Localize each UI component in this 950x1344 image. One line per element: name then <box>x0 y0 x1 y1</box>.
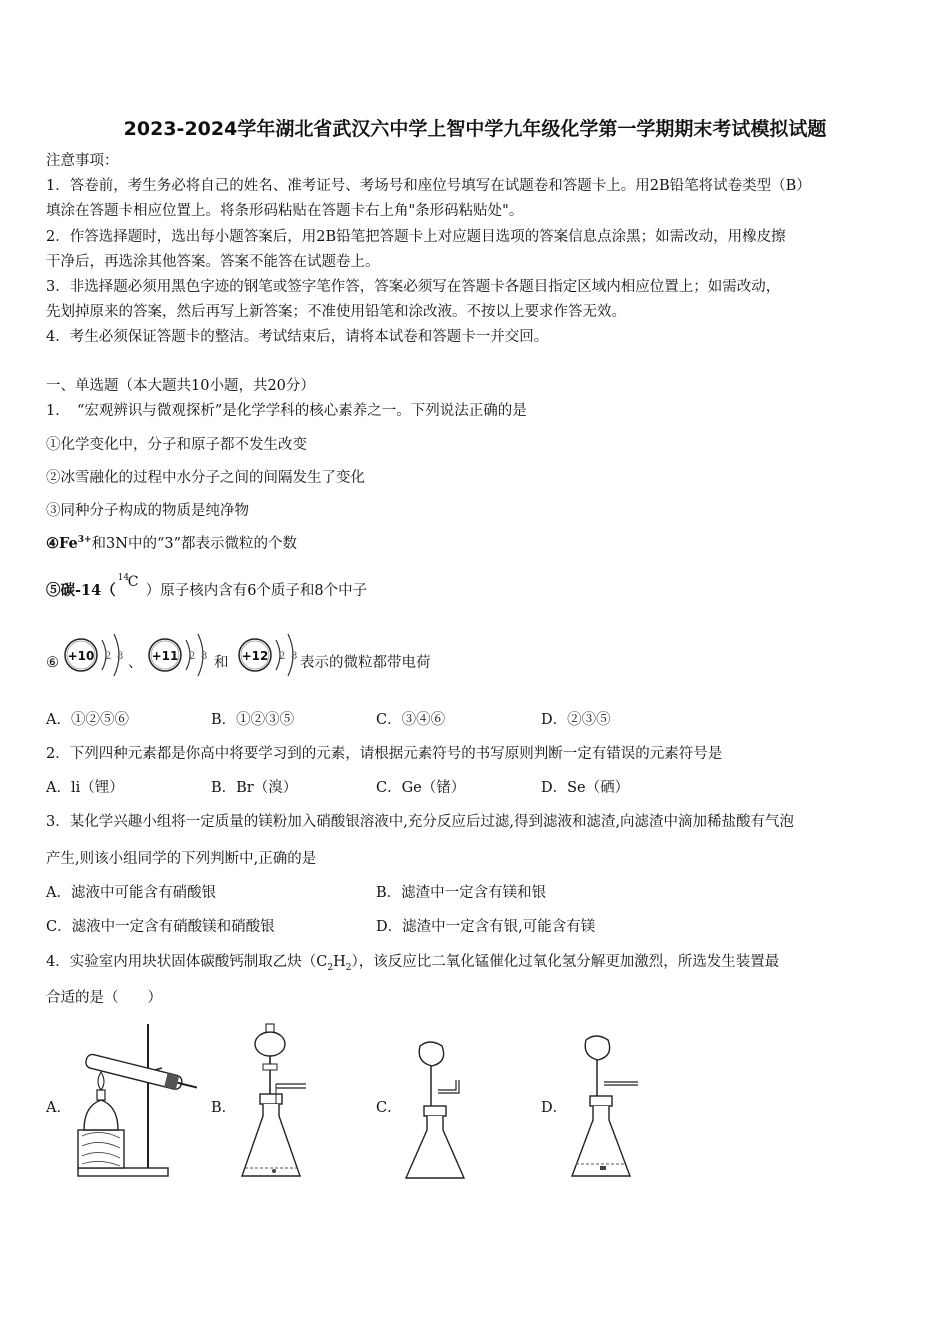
q4-option-a[interactable]: A． <box>46 1100 71 1116</box>
notice-heading: 注意事项： <box>46 153 119 169</box>
c14-mass-number: 14 <box>117 573 130 583</box>
q1-s6-sep-2: 和 <box>214 655 229 671</box>
q1-s6-sep-1: 、 <box>128 655 143 671</box>
atom-2-shell-2: 8 <box>291 651 298 662</box>
apparatus-c-long-neck-funnel-flask <box>402 1040 472 1182</box>
q4-subscript-1: 2 <box>327 962 334 973</box>
q2-option-a[interactable]: A．li（锂） <box>46 780 124 796</box>
notice-line-1: 1．答卷前，考生务必将自己的姓名、准考证号、考场号和座位号填写在试题卷和答题卡上。用2B铅笔将试卷类型（B） <box>46 178 811 194</box>
ion-diagram-magnesium <box>236 630 300 680</box>
q1-statement-4-tail: 和3N中的“3”都表示微粒的个数 <box>91 536 298 552</box>
q1-stem: 1． “宏观辨识与微观探析”是化学学科的核心素养之一。下列说法正确的是 <box>46 403 527 419</box>
notice-line-7: 4．考生必须保证答题卡的整洁。考试结束后，请将本试卷和答题卡一并交回。 <box>46 329 549 345</box>
q4-option-c[interactable]: C． <box>376 1100 402 1116</box>
atom-0-shell-1: 2 <box>105 651 112 662</box>
q1-option-c[interactable]: C．③④⑥ <box>376 712 446 728</box>
q4-stem-line-2: 合适的是（ ） <box>46 990 162 1006</box>
q1-s6-label: ⑥ <box>46 655 59 671</box>
q1-statement-3: ③同种分子构成的物质是纯净物 <box>46 503 249 519</box>
notice-line-3: 2．作答选择题时，选出每小题答案后，用2B铅笔把答题卡上对应题目选项的答案信息点涂黑；如需改动，用橡皮擦 <box>46 229 786 245</box>
c14-notation <box>116 573 146 600</box>
q3-option-c[interactable]: C．滤液中一定含有硝酸镁和硝酸银 <box>46 919 275 935</box>
notice-line-5: 3．非选择题必须用黑色字迹的钢笔或签字笔作答，答案必须写在答题卡各题目指定区域内相应位置上；如需改动， <box>46 279 781 295</box>
apparatus-d-immersed-funnel-flask <box>568 1034 640 1182</box>
page-title: 2023-2024学年湖北省武汉六中学上智中学九年级化学第一学期期末考试模拟试题 <box>123 118 827 140</box>
atom-1-shell-2: 8 <box>201 651 208 662</box>
ion-diagram-sodium <box>146 630 210 680</box>
atom-2-nucleus: +12 <box>241 649 269 663</box>
apparatus-b-separatory-funnel-flask <box>236 1020 316 1182</box>
carbon-14-label: ⑤碳-14（ <box>46 582 116 599</box>
q3-option-b[interactable]: B．滤渣中一定含有镁和银 <box>376 885 547 901</box>
fe-symbol: ④Fe <box>46 535 78 552</box>
notice-line-2: 填涂在答题卡相应位置上。将条形码粘贴在答题卡右上角"条形码粘贴处"。 <box>46 203 524 219</box>
q2-option-c[interactable]: C．Ge（锗） <box>376 780 466 796</box>
q3-stem-line-1: 3．某化学兴趣小组将一定质量的镁粉加入硝酸银溶液中,充分反应后过滤,得到滤液和滤渣,向滤渣中滴加稀盐酸有气泡 <box>46 814 795 830</box>
q1-s6-tail: 表示的微粒都带电荷 <box>300 655 431 671</box>
q1-statement-2: ②冰雪融化的过程中水分子之间的间隔发生了变化 <box>46 470 365 486</box>
q3-option-d[interactable]: D．滤渣中一定含有银,可能含有镁 <box>376 919 596 935</box>
q4-subscript-2: 2 <box>345 962 352 973</box>
q4-option-b[interactable]: B． <box>211 1100 237 1116</box>
q1-statement-5 <box>46 573 368 600</box>
ion-diagram-neon <box>62 630 126 680</box>
atom-2-shell-1: 2 <box>279 651 286 662</box>
q1-statement-4 <box>46 535 297 553</box>
q2-option-d[interactable]: D．Se（硒） <box>541 780 630 796</box>
atom-0-shell-2: 8 <box>117 651 124 662</box>
q4-stem-part-c: ），该反应比二氧化锰催化过氧化氢分解更加激烈，所选发生装置最 <box>351 954 780 970</box>
section-heading: 一、单选题（本大题共10小题，共20分） <box>46 378 315 394</box>
fe-charge: 3+ <box>77 535 92 546</box>
q1-statement-1: ①化学变化中，分子和原子都不发生改变 <box>46 437 307 453</box>
q2-option-b[interactable]: B．Br（溴） <box>211 780 298 796</box>
c14-symbol: C <box>127 574 139 590</box>
q4-stem-part-b: H <box>333 954 346 970</box>
atom-0-nucleus: +10 <box>67 649 95 663</box>
q3-stem-line-2: 产生,则该小组同学的下列判断中,正确的是 <box>46 851 317 867</box>
q1-option-b[interactable]: B．①②③⑤ <box>211 712 295 728</box>
q2-stem: 2．下列四种元素都是你高中将要学习到的元素，请根据元素符号的书写原则判断一定有错误的元素符号是 <box>46 746 723 762</box>
q4-stem-line-1 <box>46 953 779 971</box>
apparatus-a-heating-tube <box>70 1020 200 1180</box>
notice-line-4: 干净后，再选涂其他答案。答案不能答在试题卷上。 <box>46 254 380 270</box>
q1-option-a[interactable]: A．①②⑤⑥ <box>46 712 129 728</box>
notice-line-6: 先划掉原来的答案，然后再写上新答案；不准使用铅笔和涂改液。不按以上要求作答无效。 <box>46 304 626 320</box>
atom-1-shell-1: 2 <box>189 651 196 662</box>
atom-1-nucleus: +11 <box>151 649 179 663</box>
q3-option-a[interactable]: A．滤液中可能含有硝酸银 <box>46 885 216 901</box>
q4-stem-part-a: 4．实验室内用块状固体碳酸钙制取乙炔（C <box>46 954 328 970</box>
q1-option-d[interactable]: D．②③⑤ <box>541 712 611 728</box>
q4-option-d[interactable]: D． <box>541 1100 568 1116</box>
q1-statement-5-tail: ）原子核内含有6个质子和8个中子 <box>145 583 368 599</box>
